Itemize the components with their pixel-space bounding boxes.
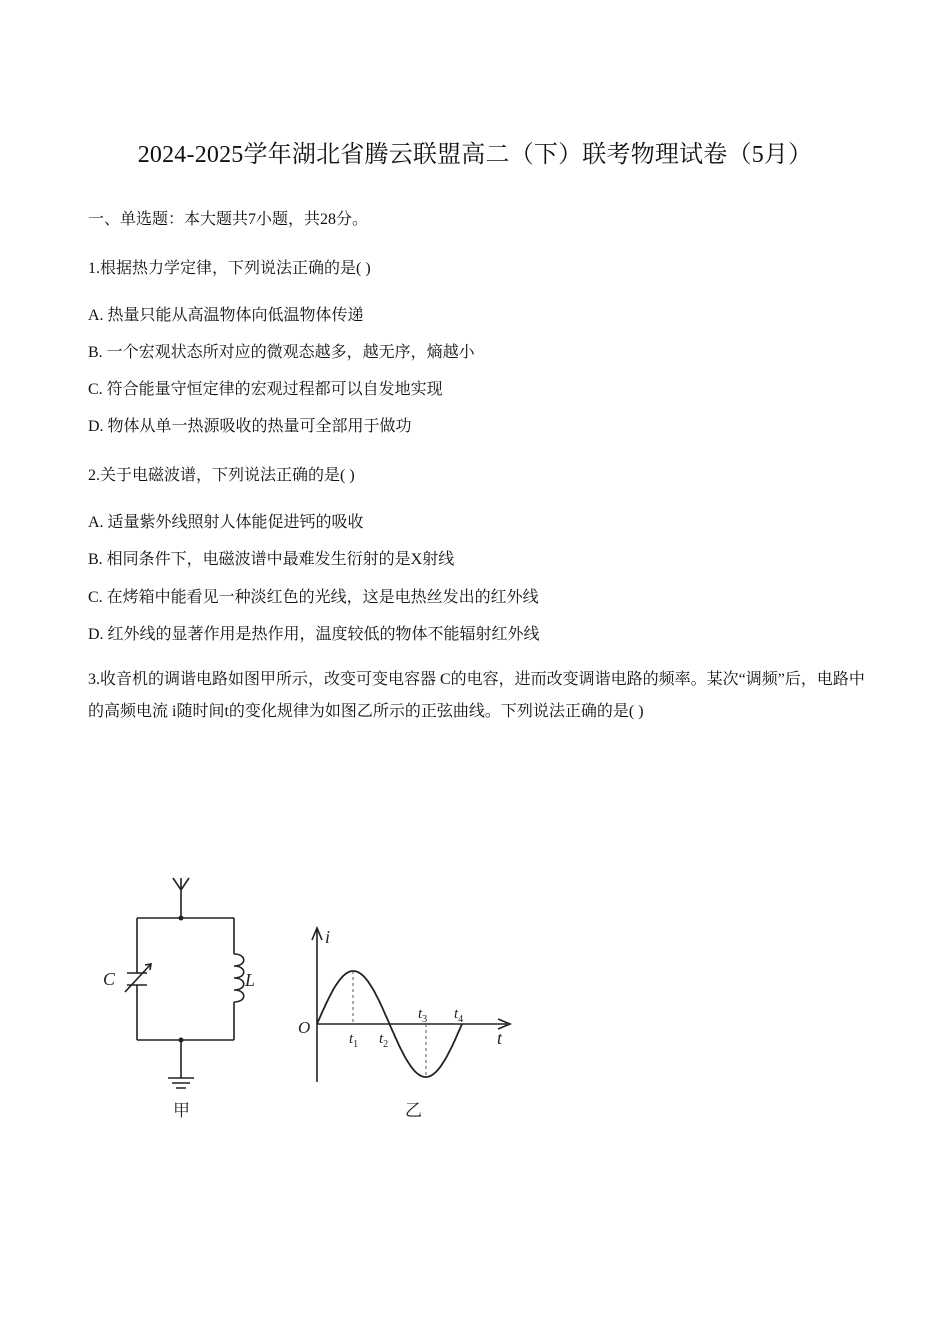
circuit-caption: 甲 — [173, 1101, 190, 1120]
inductor-label: L — [245, 970, 256, 990]
question-3-stem: 3.收音机的调谐电路如图甲所示，改变可变电容器 C的电容，进而改变调谐电路的频率。某次“调频”后，电路中的高频电流 i随时间t的变化规律为如图乙所示的正弦曲线。下列说法正确的是( ) — [88, 671, 865, 720]
section-heading: 一、单选题：本大题共7小题，共28分。 — [88, 211, 369, 228]
question-3-figure — [95, 868, 525, 1130]
ground-icon — [168, 1040, 194, 1088]
antenna-icon — [173, 878, 189, 918]
question-1-option-d: D. 物体从单一热源吸收的热量可全部用于做功 — [88, 418, 412, 435]
question-2-option-d: D. 红外线的显著作用是热作用，温度较低的物体不能辐射红外线 — [88, 626, 540, 643]
inductor-coil — [234, 954, 244, 1002]
x-axis-label: t — [497, 1028, 503, 1048]
variable-arrow-icon — [125, 964, 151, 992]
current-time-graph — [312, 928, 510, 1082]
question-1-option-c: C. 符合能量守恒定律的宏观过程都可以自发地实现 — [88, 381, 443, 398]
y-axis-label: i — [325, 927, 331, 947]
question-1-option-b: B. 一个宏观状态所对应的微观态越多，越无序，熵越小 — [88, 344, 475, 361]
tuning-circuit-diagram — [125, 878, 244, 1088]
question-1-stem: 1.根据热力学定律，下列说法正确的是( ) — [88, 260, 371, 277]
tick-t1: $t_1$ — [349, 1031, 359, 1050]
graph-caption: 乙 — [405, 1101, 422, 1120]
question-2-option-c: C. 在烤箱中能看见一种淡红色的光线，这是电热丝发出的红外线 — [88, 589, 539, 606]
tick-t4: $t_4$ — [454, 1006, 464, 1025]
page-title: 2024-2025学年湖北省腾云联盟高二（下）联考物理试卷（5月） — [137, 142, 813, 168]
figure-svg — [95, 868, 525, 1130]
question-2-option-b: B. 相同条件下，电磁波谱中最难发生衍射的是X射线 — [88, 551, 455, 568]
question-2-stem: 2.关于电磁波谱，下列说法正确的是( ) — [88, 467, 355, 484]
question-2-option-a: A. 适量紫外线照射人体能促进钙的吸收 — [88, 514, 364, 531]
tick-t2: $t_2$ — [379, 1031, 389, 1050]
origin-label: O — [298, 1018, 311, 1037]
tick-t3: $t_3$ — [418, 1006, 428, 1025]
question-1-option-a: A. 热量只能从高温物体向低温物体传递 — [88, 307, 364, 324]
capacitor-label: C — [103, 969, 116, 989]
